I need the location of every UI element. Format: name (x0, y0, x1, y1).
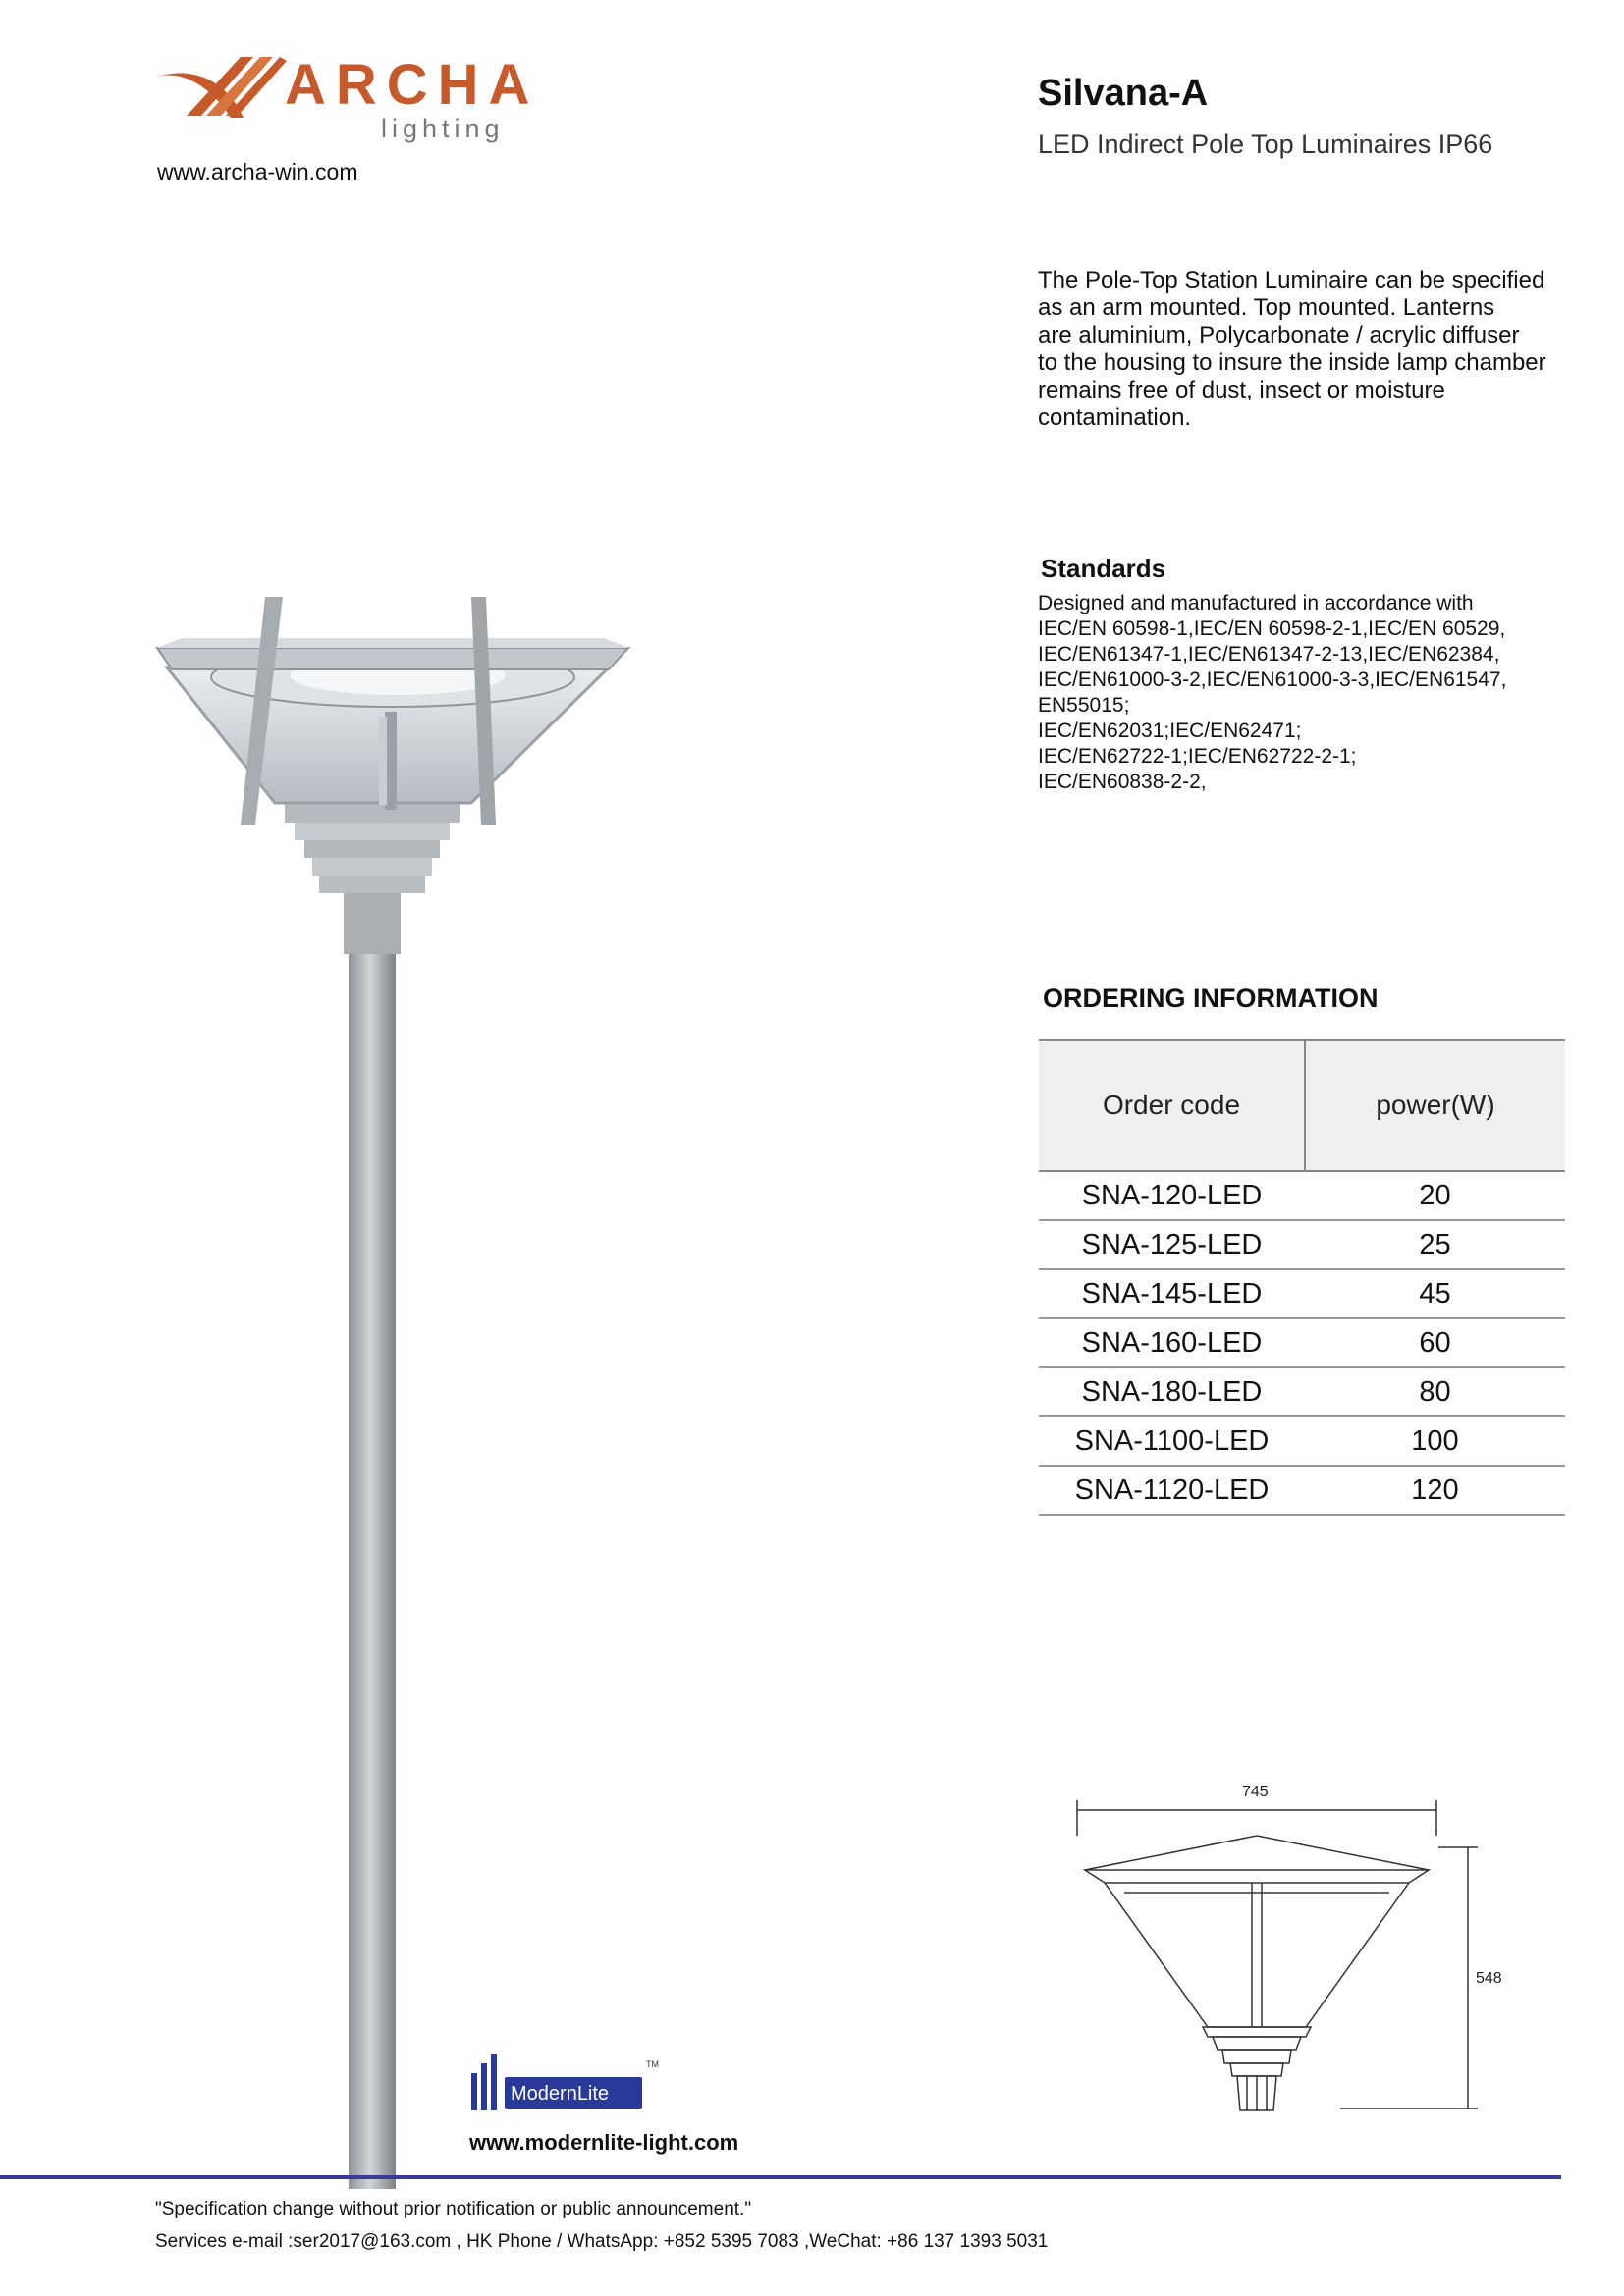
table-row (1039, 1416, 1565, 1466)
table-row (1039, 1269, 1565, 1318)
power-cell: 60 (1305, 1318, 1565, 1367)
brand-name: ARCHA (285, 53, 540, 117)
power-cell: 120 (1305, 1466, 1565, 1515)
power-cell: 25 (1305, 1220, 1565, 1269)
dimension-drawing (1065, 1777, 1537, 2150)
standards-heading: Standards (1041, 554, 1166, 583)
product-subtitle: LED Indirect Pole Top Luminaires IP66 (1038, 130, 1493, 159)
pole-top-luminaire-illustration (147, 579, 638, 2189)
power-cell: 80 (1305, 1367, 1565, 1416)
modernlite-bars-icon (469, 2050, 666, 2112)
modernlite-logo (469, 2050, 666, 2112)
order-code-cell: SNA-125-LED (1039, 1220, 1305, 1269)
column-header-order-code: Order code (1039, 1040, 1305, 1171)
order-code-cell: SNA-145-LED (1039, 1269, 1305, 1318)
product-title: Silvana-A (1038, 73, 1209, 114)
power-cell: 100 (1305, 1416, 1565, 1466)
power-cell: 45 (1305, 1269, 1565, 1318)
table-row (1039, 1171, 1565, 1220)
modernlite-wordmark: ModernLite (511, 2083, 610, 2105)
dimension-drawing-svg (1065, 1777, 1537, 2150)
footer-notice: "Specification change without prior notification or public announcement." (155, 2199, 752, 2219)
standards-body: Designed and manufactured in accordance with IEC/EN 60598-1,IEC/EN 60598-2-1,IEC/EN 60529, IEC/EN61347-1,IEC/EN61347-2-13,IEC/EN62384, IEC/EN61000-3-2,IEC/EN61000-3-3,IEC/EN61547, EN55015; IEC/EN62031;IEC/EN62471; IEC/EN62722-1;IEC/EN62722-2-1; IEC/EN60838-2-2, (1038, 592, 1507, 793)
height-dimension-label: 548 (1476, 1970, 1502, 1987)
table-row (1039, 1220, 1565, 1269)
table-row (1039, 1466, 1565, 1515)
column-header-power: power(W) (1305, 1040, 1565, 1171)
product-description: The Pole-Top Station Luminaire can be specified as an arm mounted. Top mounted. Lanterns are aluminium, Polycarbonate / acrylic diffuser to the housing to insure the inside lamp chamber remains free of dust, insect or moisture contamination. (1038, 267, 1546, 431)
footer-divider (0, 2175, 1561, 2179)
table-row (1039, 1318, 1565, 1367)
partner-website-link[interactable]: www.modernlite-light.com (469, 2130, 739, 2155)
trademark-mark: TM (646, 2059, 659, 2069)
power-cell: 20 (1305, 1171, 1565, 1220)
order-code-cell: SNA-120-LED (1039, 1171, 1305, 1220)
product-image (147, 579, 638, 2189)
footer-contact: Services e-mail :ser2017@163.com , HK Phone / WhatsApp: +852 5395 7083 ,WeChat: +86 137 1393 5031 (155, 2231, 1049, 2252)
order-code-cell: SNA-160-LED (1039, 1318, 1305, 1367)
ordering-table (1039, 1039, 1565, 1516)
website-link[interactable]: www.archa-win.com (157, 159, 358, 185)
order-code-cell: SNA-180-LED (1039, 1367, 1305, 1416)
order-code-cell: SNA-1120-LED (1039, 1466, 1305, 1515)
ordering-heading: ORDERING INFORMATION (1043, 984, 1379, 1013)
brand-subtitle: lighting (381, 114, 505, 143)
order-code-cell: SNA-1100-LED (1039, 1416, 1305, 1466)
table-row (1039, 1367, 1565, 1416)
width-dimension-label: 745 (1242, 1784, 1269, 1800)
